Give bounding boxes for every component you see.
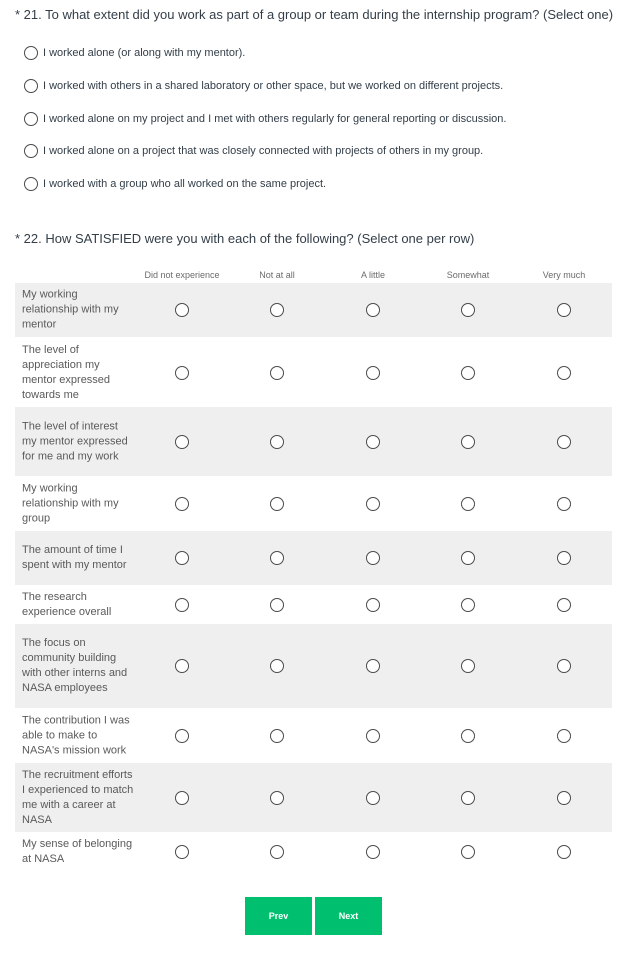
radio-cell-somewhat[interactable] — [453, 295, 483, 325]
radio-button[interactable] — [557, 659, 571, 673]
option-label: I worked alone (or along with my mentor). — [43, 47, 246, 59]
radio-button[interactable] — [461, 366, 475, 380]
q21-option-1[interactable] — [24, 45, 245, 61]
radio-cell-not-at-all[interactable] — [262, 295, 292, 325]
radio-cell-did-not-experience[interactable] — [167, 590, 197, 620]
radio-button[interactable] — [366, 791, 380, 805]
option-label: I worked alone on my project and I met with others regularly for general reporting or discussion. — [43, 113, 507, 125]
radio-cell-a-little[interactable] — [358, 783, 388, 813]
matrix-row — [15, 624, 612, 708]
radio-cell-somewhat[interactable] — [453, 489, 483, 519]
radio-cell-somewhat[interactable] — [453, 837, 483, 867]
row-label: The level of appreciation my mentor expressed towards me — [22, 343, 111, 401]
radio-button[interactable] — [270, 659, 284, 673]
radio-button[interactable] — [461, 845, 475, 859]
radio-button[interactable] — [175, 303, 189, 317]
radio-button[interactable] — [175, 659, 189, 673]
radio-button[interactable] — [366, 303, 380, 317]
radio-button[interactable] — [461, 598, 475, 612]
radio-button[interactable] — [24, 112, 38, 126]
radio-button[interactable] — [461, 729, 475, 743]
radio-cell-did-not-experience[interactable] — [167, 295, 197, 325]
q21-option-2[interactable] — [24, 78, 503, 94]
radio-button[interactable] — [557, 497, 571, 511]
radio-button[interactable] — [24, 144, 38, 158]
radio-button[interactable] — [270, 497, 284, 511]
radio-cell-not-at-all[interactable] — [262, 489, 292, 519]
radio-cell-not-at-all[interactable] — [262, 358, 292, 388]
radio-cell-somewhat[interactable] — [453, 543, 483, 573]
radio-cell-did-not-experience[interactable] — [167, 721, 197, 751]
radio-button[interactable] — [366, 497, 380, 511]
radio-cell-somewhat[interactable] — [453, 427, 483, 457]
row-label: The level of interest my mentor expressed for me and my work — [22, 420, 128, 462]
radio-cell-did-not-experience[interactable] — [167, 783, 197, 813]
matrix-row — [15, 283, 612, 337]
radio-cell-a-little[interactable] — [358, 543, 388, 573]
radio-cell-not-at-all[interactable] — [262, 543, 292, 573]
radio-button[interactable] — [366, 598, 380, 612]
radio-button[interactable] — [557, 303, 571, 317]
radio-button[interactable] — [270, 366, 284, 380]
radio-button[interactable] — [366, 659, 380, 673]
radio-button[interactable] — [366, 366, 380, 380]
radio-cell-very-much[interactable] — [549, 295, 579, 325]
radio-cell-not-at-all[interactable] — [262, 427, 292, 457]
radio-cell-a-little[interactable] — [358, 295, 388, 325]
radio-cell-not-at-all[interactable] — [262, 651, 292, 681]
row-label: My working relationship with my group — [22, 482, 119, 524]
radio-button[interactable] — [175, 598, 189, 612]
matrix-row — [15, 338, 612, 407]
radio-button[interactable] — [175, 791, 189, 805]
option-label: I worked with others in a shared laboratory or other space, but we worked on different projects. — [43, 80, 504, 92]
radio-cell-very-much[interactable] — [549, 489, 579, 519]
radio-cell-very-much[interactable] — [549, 590, 579, 620]
radio-cell-a-little[interactable] — [358, 721, 388, 751]
radio-cell-not-at-all[interactable] — [262, 590, 292, 620]
matrix-row — [15, 585, 612, 624]
radio-cell-not-at-all[interactable] — [262, 783, 292, 813]
radio-cell-very-much[interactable] — [549, 427, 579, 457]
row-label: My working relationship with my mentor — [22, 288, 119, 331]
radio-button[interactable] — [175, 366, 189, 380]
radio-button[interactable] — [461, 791, 475, 805]
radio-cell-somewhat[interactable] — [453, 721, 483, 751]
radio-button[interactable] — [461, 497, 475, 511]
radio-cell-somewhat[interactable] — [453, 651, 483, 681]
radio-button[interactable] — [461, 551, 475, 565]
radio-cell-did-not-experience[interactable] — [167, 489, 197, 519]
row-label: The amount of time I spent with my mentor — [22, 544, 127, 571]
radio-cell-somewhat[interactable] — [453, 590, 483, 620]
option-label: I worked alone on a project that was closely connected with projects of others in my group. — [43, 145, 484, 157]
radio-button[interactable] — [557, 366, 571, 380]
row-label: My sense of belonging at NASA — [22, 838, 133, 865]
radio-button[interactable] — [24, 79, 38, 93]
radio-button[interactable] — [461, 435, 475, 449]
radio-button[interactable] — [557, 598, 571, 612]
prev-button[interactable]: Prev — [245, 897, 312, 935]
radio-button[interactable] — [270, 729, 284, 743]
radio-button[interactable] — [270, 303, 284, 317]
radio-cell-did-not-experience[interactable] — [167, 427, 197, 457]
question-22-title: * 22. How SATISFIED were you with each of the following? (Select one per row) — [15, 231, 475, 246]
radio-cell-a-little[interactable] — [358, 358, 388, 388]
radio-button[interactable] — [24, 177, 38, 191]
radio-cell-did-not-experience[interactable] — [167, 837, 197, 867]
row-label: The focus on community building with other interns and NASA employees — [22, 637, 128, 694]
radio-button[interactable] — [366, 729, 380, 743]
radio-button[interactable] — [557, 845, 571, 859]
radio-button[interactable] — [175, 845, 189, 859]
column-header-not-at-all: Not at all — [259, 270, 295, 280]
q21-option-3[interactable] — [24, 111, 506, 127]
radio-cell-a-little[interactable] — [358, 590, 388, 620]
matrix-row — [15, 531, 612, 585]
radio-cell-somewhat[interactable] — [453, 783, 483, 813]
option-label: I worked with a group who all worked on the same project. — [43, 178, 327, 190]
matrix-row — [15, 763, 612, 832]
row-label: The research experience overall — [22, 590, 112, 618]
radio-button[interactable] — [270, 598, 284, 612]
matrix-row — [15, 407, 612, 476]
radio-cell-very-much[interactable] — [549, 543, 579, 573]
radio-button[interactable] — [557, 791, 571, 805]
radio-cell-did-not-experience[interactable] — [167, 543, 197, 573]
radio-button[interactable] — [175, 729, 189, 743]
radio-button[interactable] — [557, 435, 571, 449]
radio-button[interactable] — [175, 435, 189, 449]
matrix-row — [15, 708, 612, 763]
radio-button[interactable] — [366, 551, 380, 565]
radio-button[interactable] — [557, 551, 571, 565]
radio-button[interactable] — [461, 659, 475, 673]
radio-cell-not-at-all[interactable] — [262, 837, 292, 867]
radio-button[interactable] — [270, 551, 284, 565]
row-label: The recruitment efforts I experienced to match me with a career at NASA — [22, 768, 134, 826]
radio-cell-very-much[interactable] — [549, 721, 579, 751]
radio-cell-did-not-experience[interactable] — [167, 358, 197, 388]
column-header-very-much: Very much — [542, 270, 586, 280]
column-header-somewhat: Somewhat — [446, 270, 490, 280]
matrix-row — [15, 832, 612, 872]
column-header-a-little: A little — [360, 270, 386, 280]
radio-button[interactable] — [557, 729, 571, 743]
radio-cell-very-much[interactable] — [549, 358, 579, 388]
radio-button[interactable] — [366, 435, 380, 449]
radio-button[interactable] — [24, 46, 38, 60]
q21-option-5[interactable] — [24, 176, 326, 192]
radio-button[interactable] — [461, 303, 475, 317]
radio-button[interactable] — [270, 791, 284, 805]
column-header-did-not-experience: Did not experience — [144, 270, 220, 280]
question-21-title: * 21. To what extent did you work as part of a group or team during the internship program? (Select one) — [15, 7, 614, 22]
radio-button[interactable] — [175, 497, 189, 511]
radio-button[interactable] — [270, 435, 284, 449]
next-button[interactable]: Next — [315, 897, 382, 935]
row-label: The contribution I was able to make to NASA's mission work — [22, 714, 130, 756]
radio-button[interactable] — [175, 551, 189, 565]
radio-cell-a-little[interactable] — [358, 489, 388, 519]
radio-cell-somewhat[interactable] — [453, 358, 483, 388]
q21-option-4[interactable] — [24, 143, 483, 159]
matrix-row — [15, 476, 612, 531]
radio-cell-very-much[interactable] — [549, 837, 579, 867]
radio-cell-very-much[interactable] — [549, 783, 579, 813]
radio-cell-not-at-all[interactable] — [262, 721, 292, 751]
radio-button[interactable] — [270, 845, 284, 859]
radio-button[interactable] — [366, 845, 380, 859]
radio-cell-very-much[interactable] — [549, 651, 579, 681]
radio-cell-did-not-experience[interactable] — [167, 651, 197, 681]
radio-cell-a-little[interactable] — [358, 651, 388, 681]
radio-cell-a-little[interactable] — [358, 837, 388, 867]
radio-cell-a-little[interactable] — [358, 427, 388, 457]
